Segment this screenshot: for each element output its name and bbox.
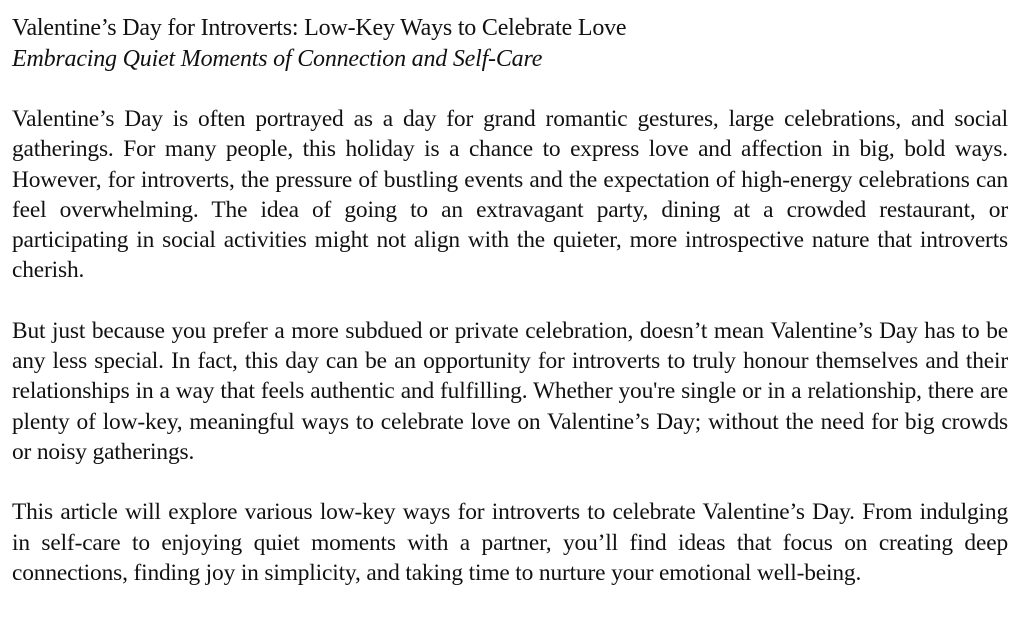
document-title: Valentine’s Day for Introverts: Low-Key Ways to Celebrate Love — [12, 15, 627, 41]
document-subtitle: Embracing Quiet Moments of Connection and Self-Care — [12, 46, 543, 72]
paragraph-intro: Valentine’s Day is often portrayed as a day for grand romantic gestures, large celebrations, and social gatherings. For many people, this holiday is a chance to express love and affection in big, bold ways. However, for introverts, the pressure of bustling events and the expectation of high-energy celebrations can feel overwhelming. The idea of going to an extravagant party, dining at a crowded restaurant, or participating in social activities might not align with the quieter, more introspective nature that introverts cherish. — [12, 106, 1008, 284]
paragraph-article-overview: This article will explore various low-key ways for introverts to celebrate Valentine’s Day. From indulging in self-care to enjoying quiet moments with a partner, you’ll find ideas that focus on creating deep connections, finding joy in simplicity, and taking time to nurture your emotional well-being. — [12, 499, 1008, 586]
paragraph-private-celebration: But just because you prefer a more subdued or private celebration, doesn’t mean Valentine’s Day has to be any less special. In fact, this day can be an opportunity for introverts to truly honour themselves and their relationships in a way that feels authentic and fulfilling. Whether you're single or in a relationship, there are plenty of low-key, meaningful ways to celebrate love on Valentine’s Day; without the need for big crowds or noisy gatherings. — [12, 317, 1008, 465]
document-page — [12, 12, 1008, 588]
